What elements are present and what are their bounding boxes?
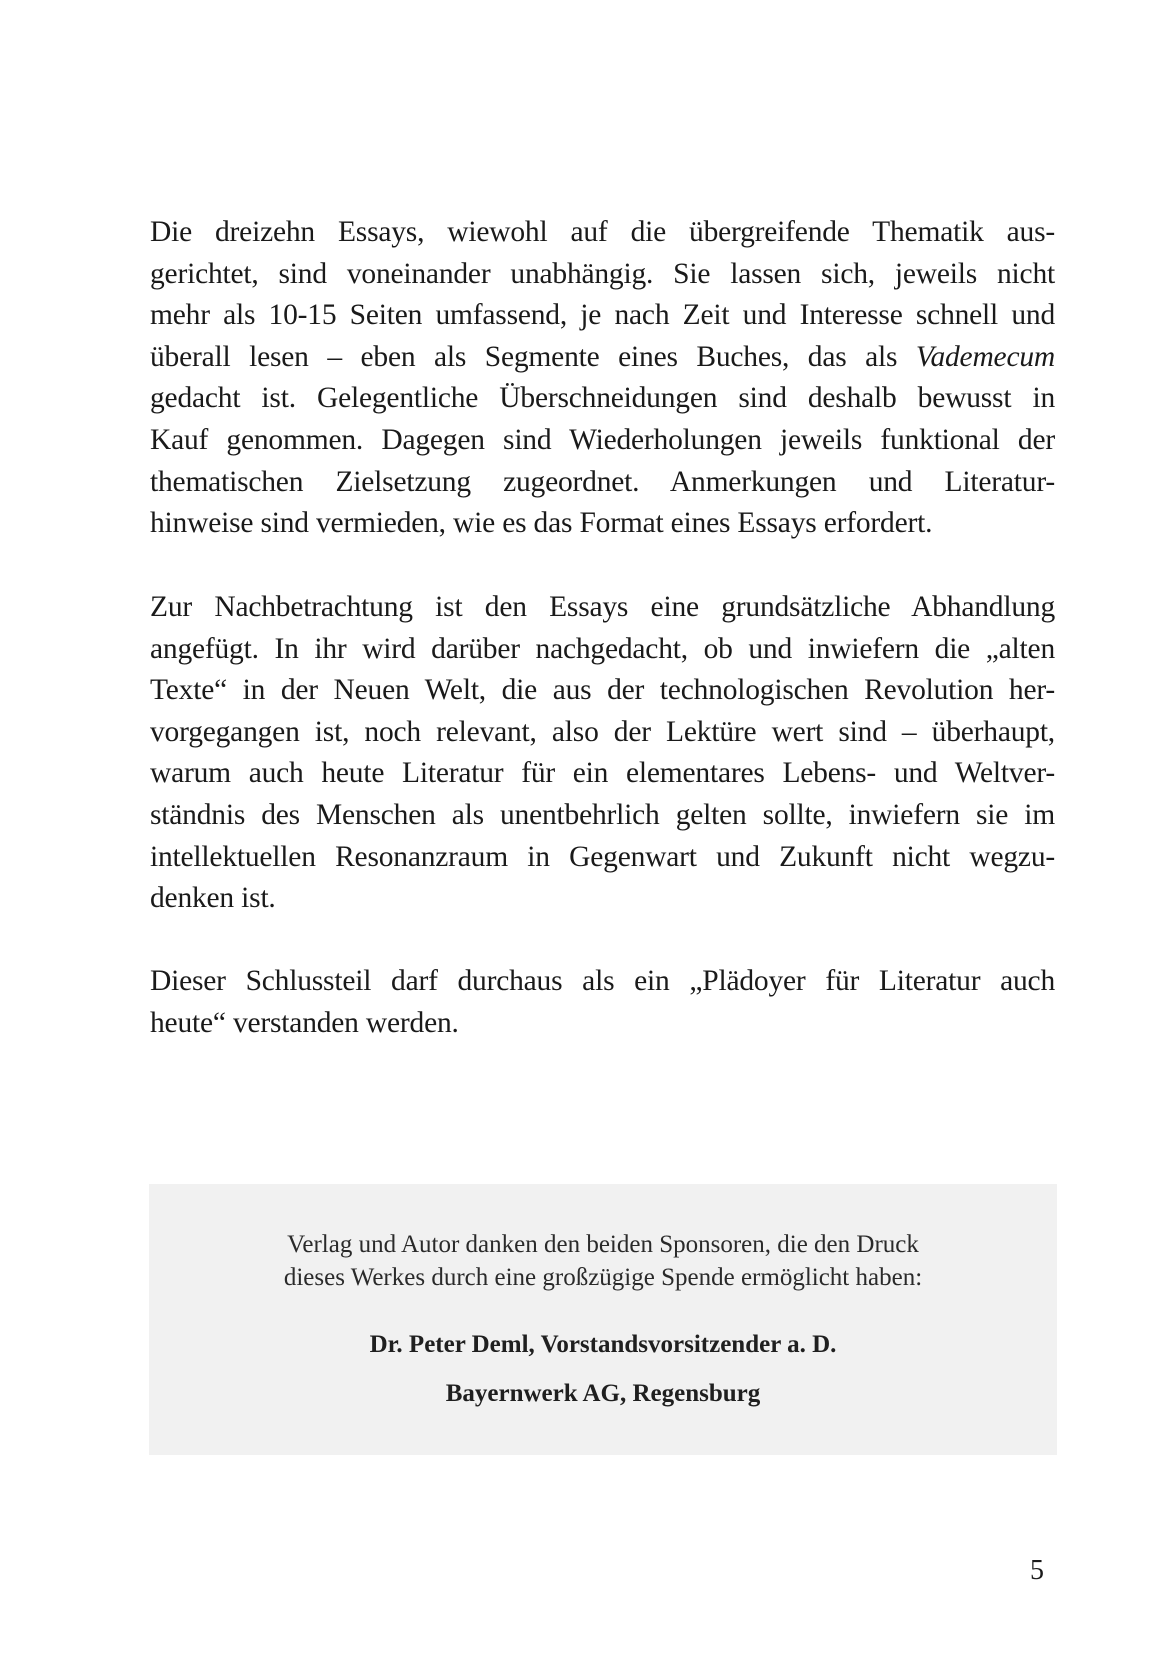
page-number: 5 [1030, 1555, 1044, 1586]
text-line: Texte“ in der Neuen Welt, die aus der technologischen Revolution her- [150, 674, 1055, 707]
paragraph-afterword [150, 587, 1055, 920]
sponsor-intro [149, 1228, 1057, 1294]
text-line: mehr als 10-15 Seiten umfassend, je nach Zeit und Interesse schnell und [150, 299, 1055, 332]
text-line: vorgegangen ist, noch relevant, also der Lektüre wert sind – überhaupt, [150, 715, 1055, 748]
sponsor-acknowledgement-box [149, 1184, 1057, 1455]
text-line-with-italic [150, 337, 1055, 379]
sponsor-name: Dr. Peter Deml, Vorstandsvorsitzender a. D. [369, 1331, 837, 1358]
text-line: Dieser Schlussteil darf durchaus als ein „Plädoyer für Literatur auch [150, 965, 1055, 997]
text-line: gedacht ist. Gelegentliche Überschneidungen sind deshalb bewusst in [150, 382, 1055, 415]
text-line-segment: überall lesen – eben als Segmente eines Buches, das als [150, 340, 916, 373]
text-line: gerichtet, sind voneinander unabhängig. Sie lassen sich, jeweils nicht [150, 257, 1055, 290]
text-line: Die dreizehn Essays, wiewohl auf die übergreifende Thematik aus- [150, 216, 1055, 248]
text-line: thematischen Zielsetzung zugeordnet. Anmerkungen und Literatur- [150, 465, 1055, 498]
text-line: angefügt. In ihr wird darüber nachgedacht, ob und inwiefern die „alten [150, 632, 1055, 665]
paragraph-essays-overview [150, 212, 1055, 545]
text-line: ständnis des Menschen als unentbehrlich gelten sollte, inwiefern sie im [150, 798, 1055, 831]
text-line: Zur Nachbetrachtung ist den Essays eine grundsätzliche Abhandlung [150, 591, 1055, 623]
text-line: hinweise sind vermieden, wie es das Format eines Essays erfordert. [150, 507, 933, 540]
text-line: heute“ verstanden werden. [150, 1006, 459, 1039]
text-line: intellektuellen Resonanzraum in Gegenwart und Zukunft nicht wegzu- [150, 840, 1055, 873]
italic-term: Vademecum [915, 340, 1055, 373]
text-line: denken ist. [150, 882, 276, 915]
text-line: Kauf genommen. Dagegen sind Wiederholungen jeweils funktional der [150, 423, 1055, 456]
sponsor-intro-line: Verlag und Autor danken den beiden Sponsoren, die den Druck [287, 1231, 919, 1258]
text-line: warum auch heute Literatur für ein elementares Lebens- und Weltver- [150, 757, 1055, 790]
sponsor-organization: Bayernwerk AG, Regensburg [445, 1380, 761, 1407]
paragraph-conclusion [150, 961, 1055, 1044]
sponsor-intro-line: dieses Werkes durch eine großzügige Spende ermöglicht haben: [283, 1264, 923, 1291]
